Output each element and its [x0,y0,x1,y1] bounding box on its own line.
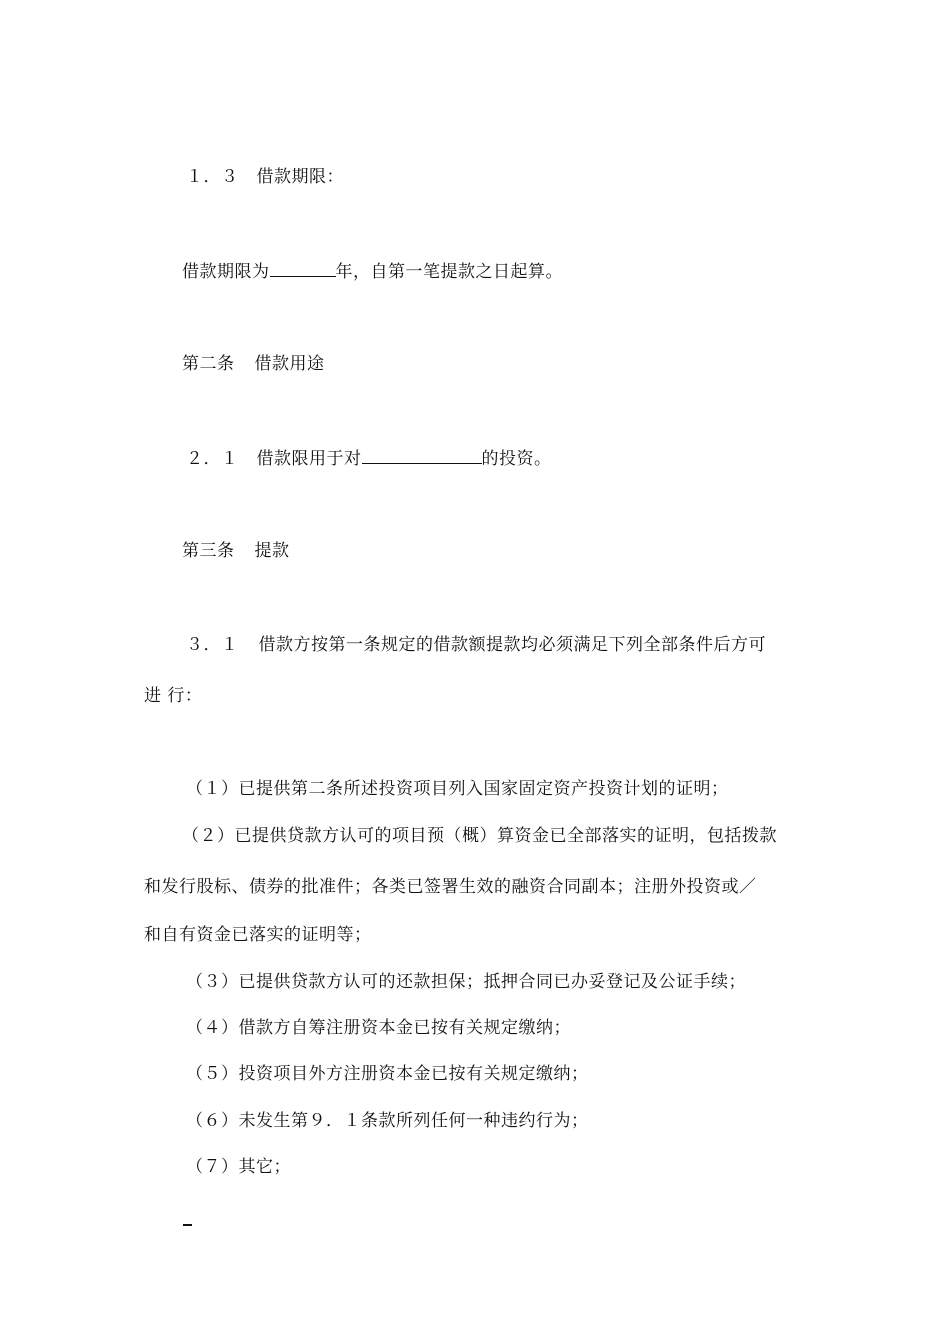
condition-4 [186,1017,571,1039]
article-number: 第三条 [182,541,235,561]
condition-text: 和自有资金已落实的证明等； [144,925,372,945]
section-number: ３．１ [186,635,239,655]
condition-6 [186,1110,589,1132]
condition-1 [186,778,729,800]
condition-5 [186,1063,589,1085]
condition-2-line-1 [182,825,777,847]
condition-text: （３）已提供贷款方认可的还款担保；抵押合同已办妥登记及公证手续； [186,972,746,992]
article-title: 借款用途 [254,354,325,374]
term-years-blank[interactable] [270,260,336,277]
condition-text: （２）已提供贷款方认可的项目预（概）算资金已全部落实的证明，包括拨款 [182,826,777,846]
article-2-heading [182,353,325,375]
section-1-3-heading [186,166,344,188]
purpose-prefix: 借款限用于对 [256,449,362,469]
text-cursor-mark [183,1224,192,1226]
article-title: 提款 [254,541,290,561]
condition-text: （４）借款方自筹注册资本金已按有关规定缴纳； [186,1018,571,1038]
section-text-continued: 进 行： [144,686,203,706]
condition-text: （１）已提供第二条所述投资项目列入国家固定资产投资计划的证明； [186,779,729,799]
section-2-1 [186,447,552,470]
condition-text: （５）投资项目外方注册资本金已按有关规定缴纳； [186,1064,589,1084]
term-prefix: 借款期限为 [182,262,270,282]
term-clause [182,260,563,283]
condition-text: 和发行股标、债券的批准件；各类已签署生效的融资合同副本；注册外投资或／ [144,877,757,897]
condition-3 [186,971,746,993]
article-3-heading [182,540,290,562]
condition-2-line-2 [144,876,757,898]
investment-target-blank[interactable] [362,447,482,464]
section-3-1-line-1 [186,634,766,656]
section-number: １．３ [186,167,239,187]
article-number: 第二条 [182,354,235,374]
section-title: 借款期限： [256,167,344,187]
section-text: 借款方按第一条规定的借款额提款均必须满足下列全部条件后方可 [258,635,766,655]
purpose-suffix: 的投资。 [481,449,552,469]
condition-text: （６）未发生第９．１条款所列任何一种违约行为； [186,1111,589,1131]
condition-7 [186,1156,291,1178]
section-3-1-line-2 [144,685,202,707]
section-number: ２．１ [186,449,239,469]
term-suffix: 年，自第一笔提款之日起算。 [335,262,563,282]
condition-2-line-3 [144,924,372,946]
condition-text: （７）其它； [186,1157,291,1177]
